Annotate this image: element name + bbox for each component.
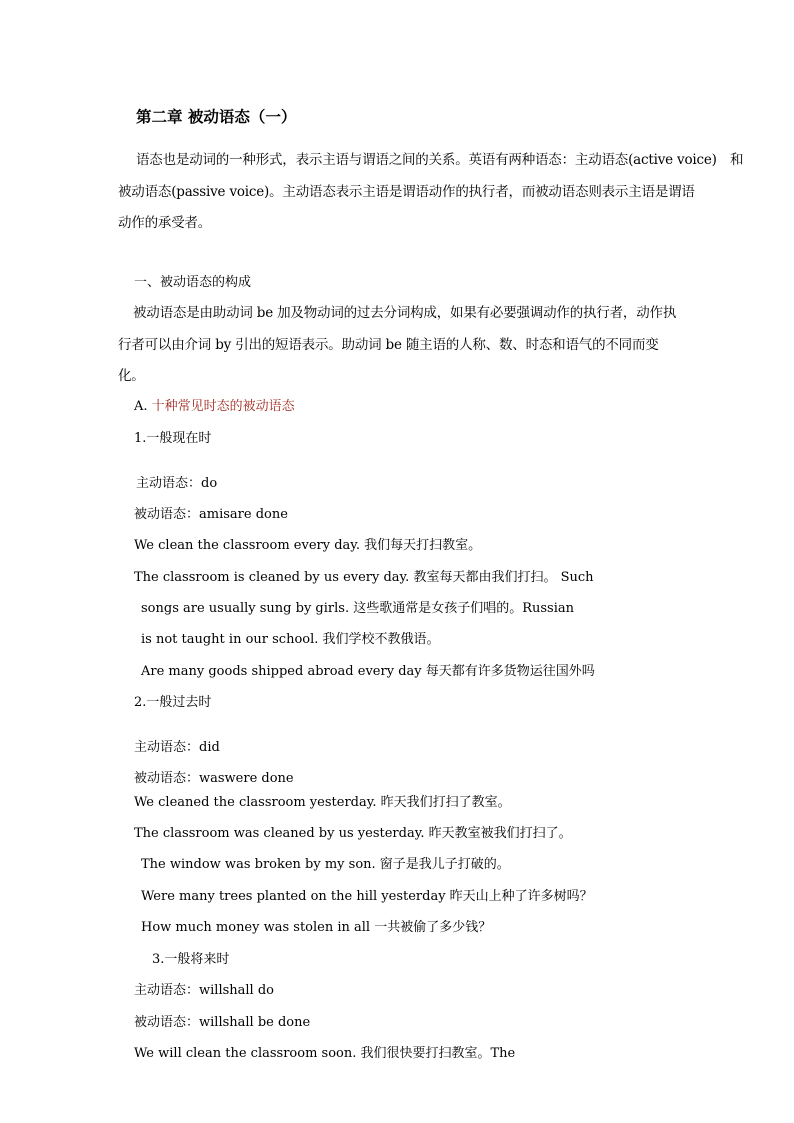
subheading-prefix: A. <box>134 399 148 414</box>
tense3-example-1: We will clean the classroom soon. 我们很快要打扫教室。The <box>134 1046 516 1061</box>
section-heading: 一、被动语态的构成 <box>134 275 252 290</box>
tense3-passive: 被动语态：willshall be done <box>134 1015 311 1030</box>
subheading-text: 十种常见时态的被动语态 <box>151 399 295 414</box>
tense2-heading: 2.一般过去时 <box>134 695 212 710</box>
intro-line-1: 语态也是动词的一种形式，表示主语与谓语之间的关系。英语有两种语态：主动语态(active voice) 和 <box>136 152 744 168</box>
tense2-passive: 被动语态：waswere done <box>134 771 294 786</box>
tense1-example-5: Are many goods shipped abroad every day 每天都有许多货物运往国外吗 <box>141 664 595 679</box>
tense1-passive: 被动语态：amisare done <box>134 507 288 522</box>
chapter-title: 第二章 被动语态（一） <box>136 107 297 126</box>
tense1-active: 主动语态：do <box>136 476 218 491</box>
section-paragraph-line-2: 行者可以由介词 by 引出的短语表示。助动词 be 随主语的人称、数、时态和语气的不同而变 <box>118 337 659 353</box>
tense3-active: 主动语态：willshall do <box>134 983 274 998</box>
tense1-example-4: is not taught in our school. 我们学校不教俄语。 <box>141 632 440 647</box>
tense1-example-2: The classroom is cleaned by us every day. 教室每天都由我们打扫。 Such <box>134 570 594 585</box>
tense2-example-5: How much money was stolen in all 一共被偷了多少钱？ <box>141 920 492 935</box>
tense1-example-1: We clean the classroom every day. 我们每天打扫教室。 <box>134 538 482 553</box>
subheading <box>134 399 295 415</box>
intro-line-2: 被动语态(passive voice)。主动语态表示主语是谓语动作的执行者，而被动语态则表示主语是谓语 <box>118 184 695 200</box>
tense2-example-3: The window was broken by my son. 窗子是我儿子打破的。 <box>141 857 510 872</box>
tense2-example-1: We cleaned the classroom yesterday. 昨天我们打扫了教室。 <box>134 795 511 810</box>
tense1-heading: 1.一般现在时 <box>134 431 212 446</box>
tense2-active: 主动语态：did <box>134 740 220 755</box>
tense1-example-3: songs are usually sung by girls. 这些歌通常是女孩子们唱的。Russian <box>141 601 574 616</box>
section-paragraph-line-1: 被动语态是由助动词 be 加及物动词的过去分词构成，如果有必要强调动作的执行者，动作执 <box>133 305 677 321</box>
intro-line-3: 动作的承受者。 <box>118 215 212 231</box>
section-paragraph-line-3: 化。 <box>118 368 145 384</box>
tense3-heading: 3.一般将来时 <box>152 952 230 967</box>
tense2-example-2: The classroom was cleaned by us yesterday. 昨天教室被我们打扫了。 <box>134 826 572 841</box>
tense2-example-4: Were many trees planted on the hill yesterday 昨天山上种了许多树吗？ <box>141 889 593 904</box>
